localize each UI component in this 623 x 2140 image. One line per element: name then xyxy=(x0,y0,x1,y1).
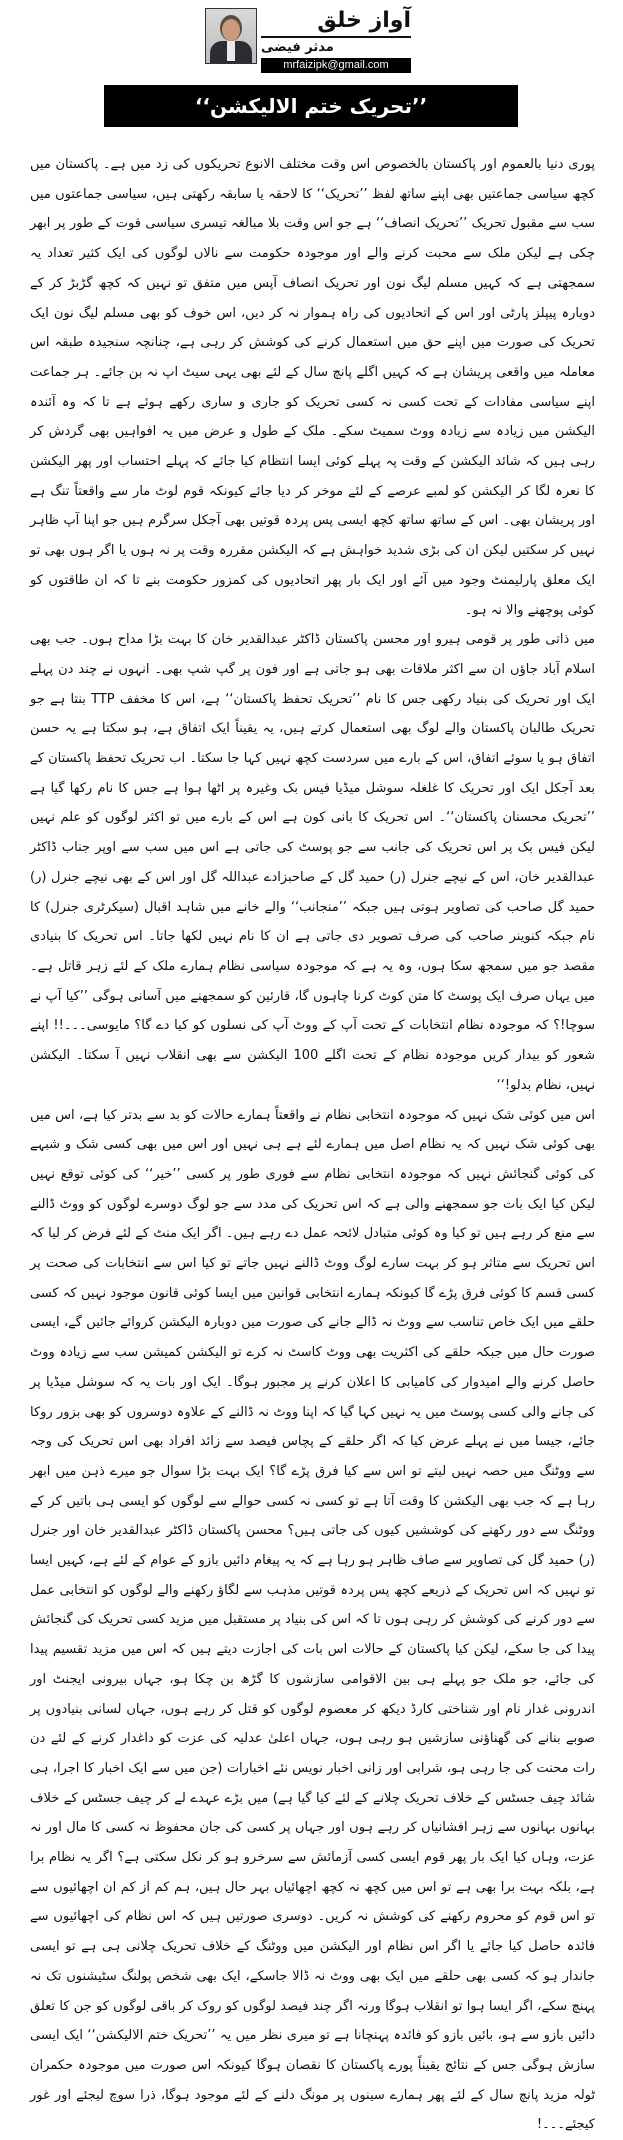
column-masthead xyxy=(205,8,415,72)
masthead-divider xyxy=(261,36,411,38)
paragraph: اس میں کوئی شک نہیں کہ موجودہ انتخابی نظام نے واقعتاً ہمارے حالات کو بد سے بدتر کیا ہے، اس میں بھی کوئی شک نہیں کہ یہ نظام اصل میں ہمارے لئے ہے ہی نہیں اور اس میں بھی کسی شک و شبہے کی کوئی گنجائش نہیں کہ موجودہ انتخابی نظام سے فوری طور پر کسی ’’خیر‘‘ کی کوئی توقع نہیں لیکن کیا ایک بات جو سمجھنے والی ہے کہ اس تحریک کی مدد سے جو لوگ دوسرے لوگوں کو ووٹ ڈالنے سے منع کر رہے ہیں تو کیا وہ کوئی متبادل لائحہ عمل دے رہے ہیں۔ اگر ایک منٹ کے لئے فرض کر لیا کہ اس تحریک سے متاثر ہو کر بہت سارے لوگ ووٹ ڈالنے نہیں جاتے تو کیا اس سے انتخابات کی صحت پر کسی قسم کا کوئی فرق پڑے گا کیونکہ ہمارے انتخابی قوانین میں ایسا کوئی قانون موجود نہیں کہ کسی حلقے میں ایک خاص تناسب سے ووٹ نہ ڈالے جانے کی صورت میں دوبارہ الیکشن کروائے جائیں گے، ایسی صورت حال میں جبکہ حلقے کی اکثریت بھی ووٹ کاسٹ نہ کرے تو الیکشن کمیشن سب سے زیادہ ووٹ حاصل کرنے والے امیدوار کی کامیابی کا اعلان کرنے پر مجبور ہوگا۔ ایک اور بات یہ کہ سوشل میڈیا پر کی جانے والی کسی پوسٹ میں یہ نہیں کہا گیا کہ اپنا ووٹ نہ ڈالنے کے علاوہ دوسروں کو بھی بزور روکا جائے، جیسا میں نے پہلے عرض کیا کہ اگر حلقے کے پچاس فیصد سے زائد افراد بھی اس تحریک کی وجہ سے ووٹنگ میں حصہ نہیں لیتے تو اس سے کیا فرق پڑے گا؟ ایک بہت بڑا سوال جو میرے ذہن میں ابھر رہا ہے کہ جب بھی الیکشن کا وقت آتا ہے تو کسی نہ کسی حوالے سے لوگوں کو ایسی ہی باتیں کر کے ووٹنگ سے دور رکھنے کی کوششیں کیوں کی جاتی ہیں؟ محسن پاکستان ڈاکٹر عبدالقدیر خان اور جنرل (ر) حمید گل کی تصاویر سے صاف ظاہر ہو رہا ہے کہ یہ پیغام دائیں بازو کے عوام کے لئے ہے، کہیں ایسا تو نہیں کہ اس تحریک کے ذریعے کچھ پس پردہ قوتیں مذہب سے لگاؤ رکھنے والے لوگوں کو انتخابی عمل سے دور کرنے کی کوشش کر رہی ہوں تا کہ اس کی بنیاد پر مستقبل میں مزید کسی تحریک کی گنجائش پیدا کی جا سکے، لیکن کیا پاکستان کے حالات اس بات کی اجازت دیتے ہیں کہ اس میں مزید تقسیم پیدا کی جائے، جو ملک جو پہلے ہی بین الاقوامی سازشوں کا گڑھ بن چکا ہو، جہاں بیرونی ایجنٹ اور اندرونی غدار نام اور شناختی کارڈ دیکھ کر معصوم لوگوں کو قتل کر رہے ہوں، جہاں لسانی بنیادوں پر صوبے بنانے کی گھناؤنی سازشیں ہو رہی ہوں، جہاں اعلیٰ عدلیہ کی عزت کو داغدار کرنے کے لئے دن رات محنت کی جا رہی ہو، شرابی اور زانی اخبار نویس نئے اخبارات (جن میں سے ایک اخبار کا اجرا، ہی شائد چیف جسٹس کے خلاف تحریک چلانے کے لئے کیا گیا ہے) میں بڑے عہدے لے کر چیف جسٹس کے خلاف بہانوں بہانوں سے زہر افشانیاں کر رہے ہوں اور جہاں پر کسی کی جان محفوظ نہ کسی کا مال اور نہ عزت، وہاں کیا ایک بار پھر قوم ایسی کسی آزمائش سے سرخرو ہو کر نکل سکتی ہے؟ اگر یہ نظام برا ہے، بلکہ بہت برا بھی ہے تو اس میں کچھ نہ کچھ اچھائیاں بہر حال ہیں، ہم کم از کم ان اچھائیوں سے تو اس قوم کو محروم رکھنے کی کوشش نہ کریں۔ دوسری صورتیں ہیں کہ اس نظام کی اچھائیوں سے فائدہ حاصل کیا جائے یا اگر اس نظام اور الیکشن میں ووٹنگ کے خلاف تحریک چلانی ہی ہے تو ایسی جاندار ہو کہ کسی بھی حلقے میں ایک بھی ووٹ نہ ڈالا جاسکے، ایک بھی شخص پولنگ سٹیشنوں تک نہ پہنچ سکے، اگر ایسا ہوا تو انقلاب ہوگا ورنہ اگر چند فیصد لوگوں کو روک کر باقی لوگوں کو جن کا تعلق دائیں بازو سے ہو، بائیں بازو کو فائدہ پہنچانا ہے تو میری نظر میں یہ ’’تحریک ختم الالیکشن‘‘ ایک ایسی سازش ہوگی جس کے نتائج یقیناً پورے پاکستان کا نقصان ہوگا کیونکہ اس صورت میں موجودہ حکمران ٹولہ مزید پانچ سال کے لئے پھر ہمارے سینوں پر مونگ دلنے کے لئے موجود ہوگا، ذرا سوچ لیجئے اور غور کیجئے۔۔۔! xyxy=(30,1101,595,2140)
article-body xyxy=(30,150,595,2140)
paragraph: میں ذاتی طور پر قومی ہیرو اور محسن پاکستان ڈاکٹر عبدالقدیر خان کا بہت بڑا مداح ہوں۔ جب بھی اسلام آباد جاؤں ان سے اکثر ملاقات بھی ہو جاتی ہے اور فون پر گپ شپ بھی۔ انہوں نے چند دن پہلے ایک اور تحریک کی بنیاد رکھی جس کا نام ’’تحریک تحفظ پاکستان‘‘ ہے، اس کا مخفف TTP بنتا ہے جو تحریک طالبان پاکستان والے لوگ بھی استعمال کرتے ہیں، یہ یقیناً ایک اتفاق ہے، ہو سکتا ہے یہ حسن اتفاق ہو یا سوئے اتفاق، اس کے بارے میں سردست کچھ نہیں کہا جا سکتا۔ اب تحریک تحفظ پاکستان کے بعد آجکل ایک اور تحریک کا غلغلہ سوشل میڈیا فیس بک وغیرہ پر اٹھا ہوا ہے جس کا نام رکھا گیا ہے ’’تحریک محسنان پاکستان‘‘۔ اس تحریک کا بانی کون ہے اس کے بارے میں تو اکثر لوگوں کو علم نہیں لیکن فیس بک پر اس تحریک کی جانب سے جو پوسٹ کی جاتی ہے اس میں سب سے اوپر جناب ڈاکٹر عبدالقدیر خان، اس کے نیچے جنرل (ر) حمید گل کے صاحبزادے عبداللہ گل اور اس کے بھی نیچے جنرل (ر) حمید گل صاحب کی تصاویر ہوتی ہیں جبکہ ’’منجانب‘‘ والے خانے میں شاہد اقبال (سیکرٹری جنرل) کا نام جبکہ کنوینر صاحب کی صرف تصویر دی جاتی ہے ان کا نام نہیں لکھا جاتا۔ اس تحریک کا بنیادی مقصد جو میں سمجھ سکا ہوں، وہ یہ ہے کہ موجودہ سیاسی نظام ہمارے ملک کے لئے زہر قاتل ہے۔ میں یہاں صرف ایک پوسٹ کا متن کوٹ کرنا چاہوں گا، قارئین کو سمجھنے میں آسانی ہوگی ’’کیا آپ نے سوچا!؟ کہ موجودہ نظام انتخابات کے تحت آپ کے ووٹ آپ کی نسلوں کو کیا دے گا؟ مایوسی۔۔۔!! اپنے شعور کو بیدار کریں موجودہ نظام کے تحت اگلے 100 الیکشن سے بھی انقلاب نہیں آ سکتا۔ الیکشن نہیں، نظام بدلو!‘‘ xyxy=(30,625,595,1100)
author-email: mrfaizipk@gmail.com xyxy=(261,58,411,73)
article-title: ’’تحریک ختم الالیکشن‘‘ xyxy=(104,85,518,127)
column-name: آواز خلق xyxy=(261,8,411,34)
paragraph: پوری دنیا بالعموم اور پاکستان بالخصوص اس وقت مختلف الانوع تحریکوں کی زد میں ہے۔ پاکستان میں کچھ سیاسی جماعتیں بھی اپنے ساتھ لفظ ’’تحریک‘‘ کا لاحقہ یا سابقہ رکھتی ہیں، سیاسی جماعتوں میں سب سے مقبول تحریک ’’تحریک انصاف‘‘ ہے جو اس وقت بلا مبالغہ تیسری سیاسی قوت کے طور پر ابھر چکی ہے لیکن ملک سے محبت کرنے والے اور موجودہ حکومت سے نالاں لوگوں کی ایک کثیر تعداد یہ سمجھتی ہے کہ کہیں مسلم لیگ نون اور تحریک انصاف آپس میں متفق تو نہیں کہ کچھ گڑبڑ کر کے دوبارہ پیپلز پارٹی اور اس کے اتحادیوں کی راہ ہموار نہ کر دیں، اس خوف کو بھی مسلم لیگ نون ایک تحریک کی صورت میں اپنے حق میں استعمال کرنے کی کوشش کر رہی ہے، چنانچہ سنجیدہ طبقہ اس معاملہ میں واقعی پریشان ہے کہ کہیں اگلے پانچ سال کے لئے بھی یہی سیٹ اپ نہ بن جائے۔ ہر جماعت اپنے سیاسی مفادات کے تحت کسی نہ کسی تحریک کو جاری و ساری رکھے ہوئے ہے تا کہ وہ آئندہ الیکشن میں زیادہ سے زیادہ ووٹ سمیٹ سکے۔ ملک کے طول و عرض میں یہ افواہیں بھی گردش کر رہی ہیں کہ شائد الیکشن کے وقت پہ پہلے کوئی ایسا انتظام کیا جائے کہ پہلے احتساب اور پھر الیکشن کا نعرہ لگا کر الیکشن کو لمبے عرصے کے لئے موخر کر دیا جائے کیونکہ قوم لوٹ مار سے واقعتاً تنگ ہے اور پریشان بھی۔ اس کے ساتھ ساتھ کچھ ایسی پس پردہ قوتیں بھی آجکل سرگرم ہیں جو اپنا آپ ظاہر نہیں کر سکتیں لیکن ان کی بڑی شدید خواہش ہے کہ الیکشن مقررہ وقت پر نہ ہوں یا اگر ہوں بھی تو ایک معلق پارلیمنٹ وجود میں آئے اور ایک بار پھر اتحادیوں کی کمزور حکومت بنے تا کہ ان طاقتوں کو کوئی پوچھنے والا نہ ہو۔ xyxy=(30,150,595,625)
author-photo xyxy=(205,8,257,64)
author-name: مدثر فیضی xyxy=(261,39,411,57)
